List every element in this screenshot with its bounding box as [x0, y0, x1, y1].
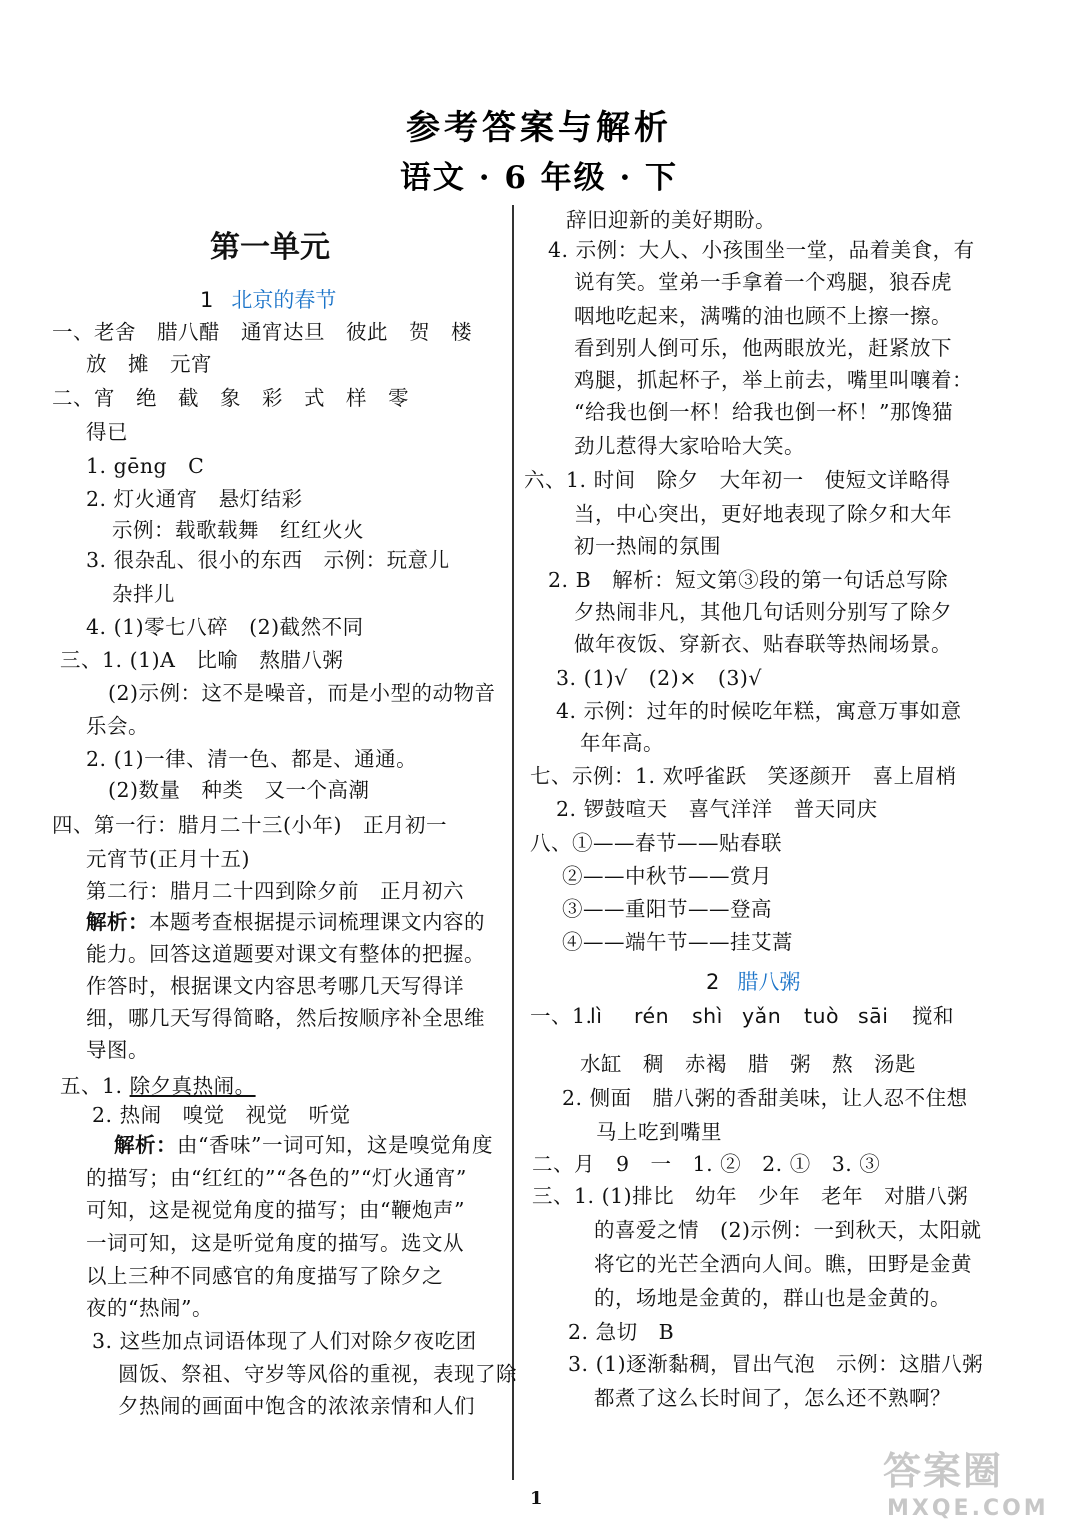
answer-line: 五、1. 除夕真热闹。 [60, 1074, 256, 1098]
answer-line: 2. 急切 B [568, 1320, 675, 1344]
pinyin-answer: yǎn [742, 1004, 782, 1028]
answer-line: 2. (1)一律、清一色、都是、通通。 [86, 747, 418, 771]
analysis-line: 的描写；由“红红的”“各色的”“灯火通宵” [86, 1166, 467, 1190]
answer-line: 4. 示例：大人、小孩围坐一堂，品着美食，有 [548, 238, 975, 262]
lesson-1-title [200, 284, 336, 314]
answer-line: 二、月 9 一 1. ② 2. ① 3. ③ [532, 1152, 881, 1176]
answer-line: 夕热闹的画面中饱含的浓浓亲情和人们 [118, 1394, 475, 1418]
answer-line: 夕热闹非凡，其他几句话则分别写了除夕 [574, 600, 952, 624]
analysis-line: 解析：本题考查根据提示词梳理课文内容的 [86, 910, 485, 934]
underlined-answer: 除夕真热闹。 [129, 1074, 256, 1098]
analysis-line: 可知，这是视觉角度的描写；由“鞭炮声” [86, 1198, 465, 1222]
analysis-line: 细，哪几天写得简略，然后按顺序补全思维 [86, 1006, 485, 1030]
lesson-name: 北京的春节 [231, 288, 337, 312]
lesson-name: 腊八粥 [737, 970, 801, 994]
pinyin-answer: sāi [858, 1004, 889, 1028]
watermark-domain: MXQE.COM [887, 1496, 1049, 1521]
analysis-line: 以上三种不同感官的角度描写了除夕之 [86, 1264, 443, 1288]
answer-line: 1. gēng C [86, 454, 205, 478]
analysis-line: 解析：由“香味”一词可知，这是嗅觉角度 [114, 1133, 493, 1157]
answer-line: 水缸 稠 赤褐 腊 粥 熬 汤匙 [580, 1052, 916, 1076]
answer-line: 都煮了这么长时间了，怎么还不熟啊？ [594, 1386, 951, 1410]
answer-line: 示例：载歌载舞 红红火火 [112, 518, 364, 542]
answer-line: 说有笑。堂弟一手拿着一个鸡腿，狼吞虎 [574, 270, 952, 294]
answer-line: 六、1. 时间 除夕 大年初一 使短文详略得 [524, 468, 951, 492]
answer-line: 3. 很杂乱、很小的东西 示例：玩意儿 [86, 548, 450, 572]
lesson-number: 1 [200, 288, 214, 312]
lesson-number: 2 [706, 970, 720, 994]
answer-line: 杂拌儿 [112, 582, 175, 606]
answer-line: 3. (1)逐渐黏稠，冒出气泡 示例：这腊八粥 [568, 1352, 984, 1376]
pinyin-tail: 搅和 [912, 1004, 954, 1028]
answer-line: 初一热闹的氛围 [574, 534, 721, 558]
answer-line: 鸡腿，抓起杯子，举上前去，嘴里叫嚷着： [574, 368, 973, 392]
answer-line: “给我也倒一杯！给我也倒一杯！”那馋猫 [574, 400, 953, 424]
answer-line: 三、1. (1)排比 幼年 少年 老年 对腊八粥 [532, 1184, 969, 1208]
analysis-line: 导图。 [86, 1038, 149, 1062]
answer-line: ④——端午节——挂艾蒿 [562, 930, 793, 954]
pinyin-answer: shì [692, 1004, 723, 1028]
answer-line: 3. (1)√ (2)× (3)√ [556, 666, 762, 690]
pinyin-answer: rén [634, 1004, 670, 1028]
answer-line: 一、老舍 腊八醋 通宵达旦 彼此 贺 楼 [52, 320, 472, 344]
pinyin-answer: tuò [804, 1004, 840, 1028]
answer-line: 将它的光芒全洒向人间。瞧，田野是金黄 [594, 1252, 972, 1276]
answer-line: 看到别人倒可乐，他两眼放光，赶紧放下 [574, 336, 952, 360]
answer-line: 四、第一行：腊月二十三(小年) 正月初一 [52, 813, 447, 837]
answer-line: 当，中心突出，更好地表现了除夕和大年 [574, 502, 952, 526]
answer-line: 2. 热闹 嗅觉 视觉 听觉 [92, 1103, 351, 1127]
answer-line: 2. B 解析：短文第③段的第一句话总写除 [548, 568, 949, 592]
answer-line: 得已 [86, 420, 128, 444]
answer-line: 2. 侧面 腊八粥的香甜美味，让人忍不住想 [562, 1086, 968, 1110]
analysis-line: 夜的“热闹”。 [86, 1296, 213, 1320]
answer-line: 的喜爱之情 (2)示例：一到秋天，太阳就 [594, 1218, 982, 1242]
analysis-line: 作答时，根据课文内容思考哪几天写得详 [86, 974, 464, 998]
answer-line: 七、示例：1. 欢呼雀跃 笑逐颜开 喜上眉梢 [530, 764, 957, 788]
lesson-2-title [706, 966, 800, 996]
answer-line: 咽地吃起来，满嘴的油也顾不上擦一擦。 [574, 304, 952, 328]
answer-line: 2. 锣鼓喧天 喜气洋洋 普天同庆 [556, 797, 878, 821]
unit-title: 第一单元 [210, 230, 330, 265]
answer-line: 辞旧迎新的美好期盼。 [566, 208, 776, 232]
analysis-line: 能力。回答这道题要对课文有整体的把握。 [86, 942, 485, 966]
pinyin-answer: lì [590, 1004, 603, 1028]
answer-line: 3. 这些加点词语体现了人们对除夕夜吃团 [92, 1329, 477, 1353]
answer-line: 2. 灯火通宵 悬灯结彩 [86, 487, 303, 511]
analysis-label: 解析： [86, 910, 149, 934]
page-subtitle: 语文 · 6 年级 · 下 [399, 160, 679, 196]
answer-line: 八、①——春节——贴春联 [530, 831, 782, 855]
answer-line: 放 摊 元宵 [86, 352, 212, 376]
answer-line: 4. 示例：过年的时候吃年糕，寓意万事如意 [556, 699, 962, 723]
answer-line: 的，场地是金黄的，群山也是金黄的。 [594, 1286, 951, 1310]
page-title: 参考答案与解析 [406, 108, 672, 148]
analysis-label: 解析： [114, 1133, 177, 1157]
watermark [875, 1440, 1070, 1532]
answer-line: 圆饭、祭祖、守岁等风俗的重视，表现了除 [118, 1362, 517, 1386]
answer-line: 劲儿惹得大家哈哈大笑。 [574, 434, 805, 458]
answer-line: ②——中秋节——赏月 [562, 864, 772, 888]
analysis-line: 一词可知，这是听觉角度的描写。选文从 [86, 1231, 464, 1255]
answer-line: (2)数量 种类 又一个高潮 [108, 778, 370, 802]
answer-line: 年年高。 [580, 731, 664, 755]
answer-line: 乐会。 [86, 714, 149, 738]
page-number: 1 [530, 1488, 543, 1509]
answer-line: 第二行：腊月二十四到除夕前 正月初六 [86, 879, 464, 903]
answer-line: (2)示例：这不是噪音，而是小型的动物音 [108, 681, 496, 705]
answer-line: 元宵节(正月十五) [86, 847, 250, 871]
answer-line: 三、1. (1)A 比喻 熬腊八粥 [60, 648, 344, 672]
answer-line: ③——重阳节——登高 [562, 897, 772, 921]
answer-line: 做年夜饭、穿新衣、贴春联等热闹场景。 [574, 632, 952, 656]
pinyin-line: 一、1. [530, 1004, 593, 1028]
answer-line: 马上吃到嘴里 [596, 1120, 722, 1144]
answer-line: 二、宵 绝 截 象 彩 式 样 零 [52, 386, 409, 410]
watermark-mark: 答案圈 [883, 1449, 1004, 1493]
column-divider [512, 205, 514, 1480]
answer-line: 4. (1)零七八碎 (2)截然不同 [86, 615, 364, 639]
